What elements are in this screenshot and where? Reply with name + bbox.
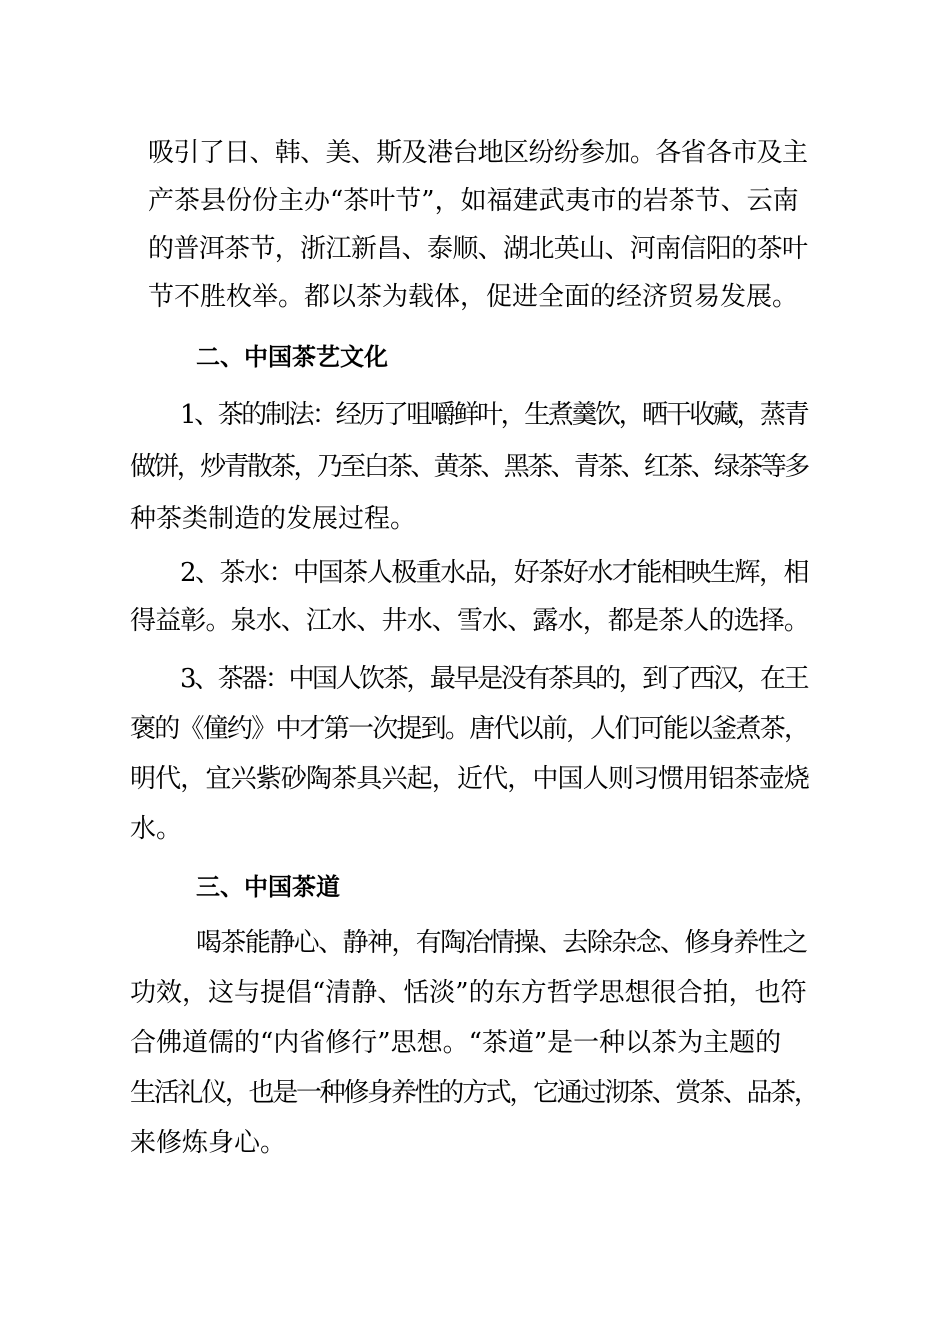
paragraph-line: 水。 xyxy=(130,814,183,844)
section-heading: 三、中国茶道 xyxy=(196,873,340,901)
paragraph-line: 功效，这与提倡“清静、恬淡”的东方哲学思想很合拍，也符 xyxy=(130,978,807,1008)
paragraph-line: 明代，宜兴紫砂陶茶具兴起，近代，中国人则习惯用铝茶壶烧 xyxy=(130,764,810,794)
section-heading: 二、中国茶艺文化 xyxy=(196,343,388,371)
paragraph-line: 喝茶能静心、静神，有陶冶情操、去除杂念、修身养性之 xyxy=(196,928,807,958)
paragraph-line: 种茶类制造的发展过程。 xyxy=(130,504,417,534)
paragraph-line: 褒的《僮约》中才第一次提到。唐代以前，人们可能以釜煮茶， xyxy=(130,714,809,744)
paragraph-line: 得益彰。泉水、江水、井水、雪水、露水，都是茶人的选择。 xyxy=(130,606,810,636)
paragraph-line: 的普洱茶节，浙江新昌、泰顺、湖北英山、河南信阳的茶叶 xyxy=(148,234,808,264)
paragraph-line: 生活礼仪，也是一种修身养性的方式，它通过沏茶、赏茶、品茶， xyxy=(130,1078,818,1108)
paragraph-line: 3、茶器：中国人饮茶，最早是没有茶具的，到了西汉，在王 xyxy=(180,664,808,694)
paragraph-line: 产茶县份份主办“茶叶节”，如福建武夷市的岩茶节、云南 xyxy=(148,186,799,216)
paragraph-line: 合佛道儒的“内省修行”思想。“茶道”是一种以茶为主题的 xyxy=(130,1028,782,1058)
paragraph-line: 2、茶水：中国茶人极重水品，好茶好水才能相映生辉，相 xyxy=(180,558,809,588)
paragraph-line: 吸引了日、韩、美、斯及港台地区纷纷参加。各省各市及主 xyxy=(148,138,808,168)
paragraph-line: 做饼，炒青散茶，乃至白茶、黄茶、黑茶、青茶、红茶、绿茶等多 xyxy=(130,452,808,482)
paragraph-line: 1、茶的制法：经历了咀嚼鲜叶，生煮羹饮，晒干收藏，蒸青 xyxy=(180,400,808,430)
paragraph-line: 来修炼身心。 xyxy=(130,1128,287,1158)
paragraph-line: 节不胜枚举。都以茶为载体，促进全面的经济贸易发展。 xyxy=(148,282,799,312)
